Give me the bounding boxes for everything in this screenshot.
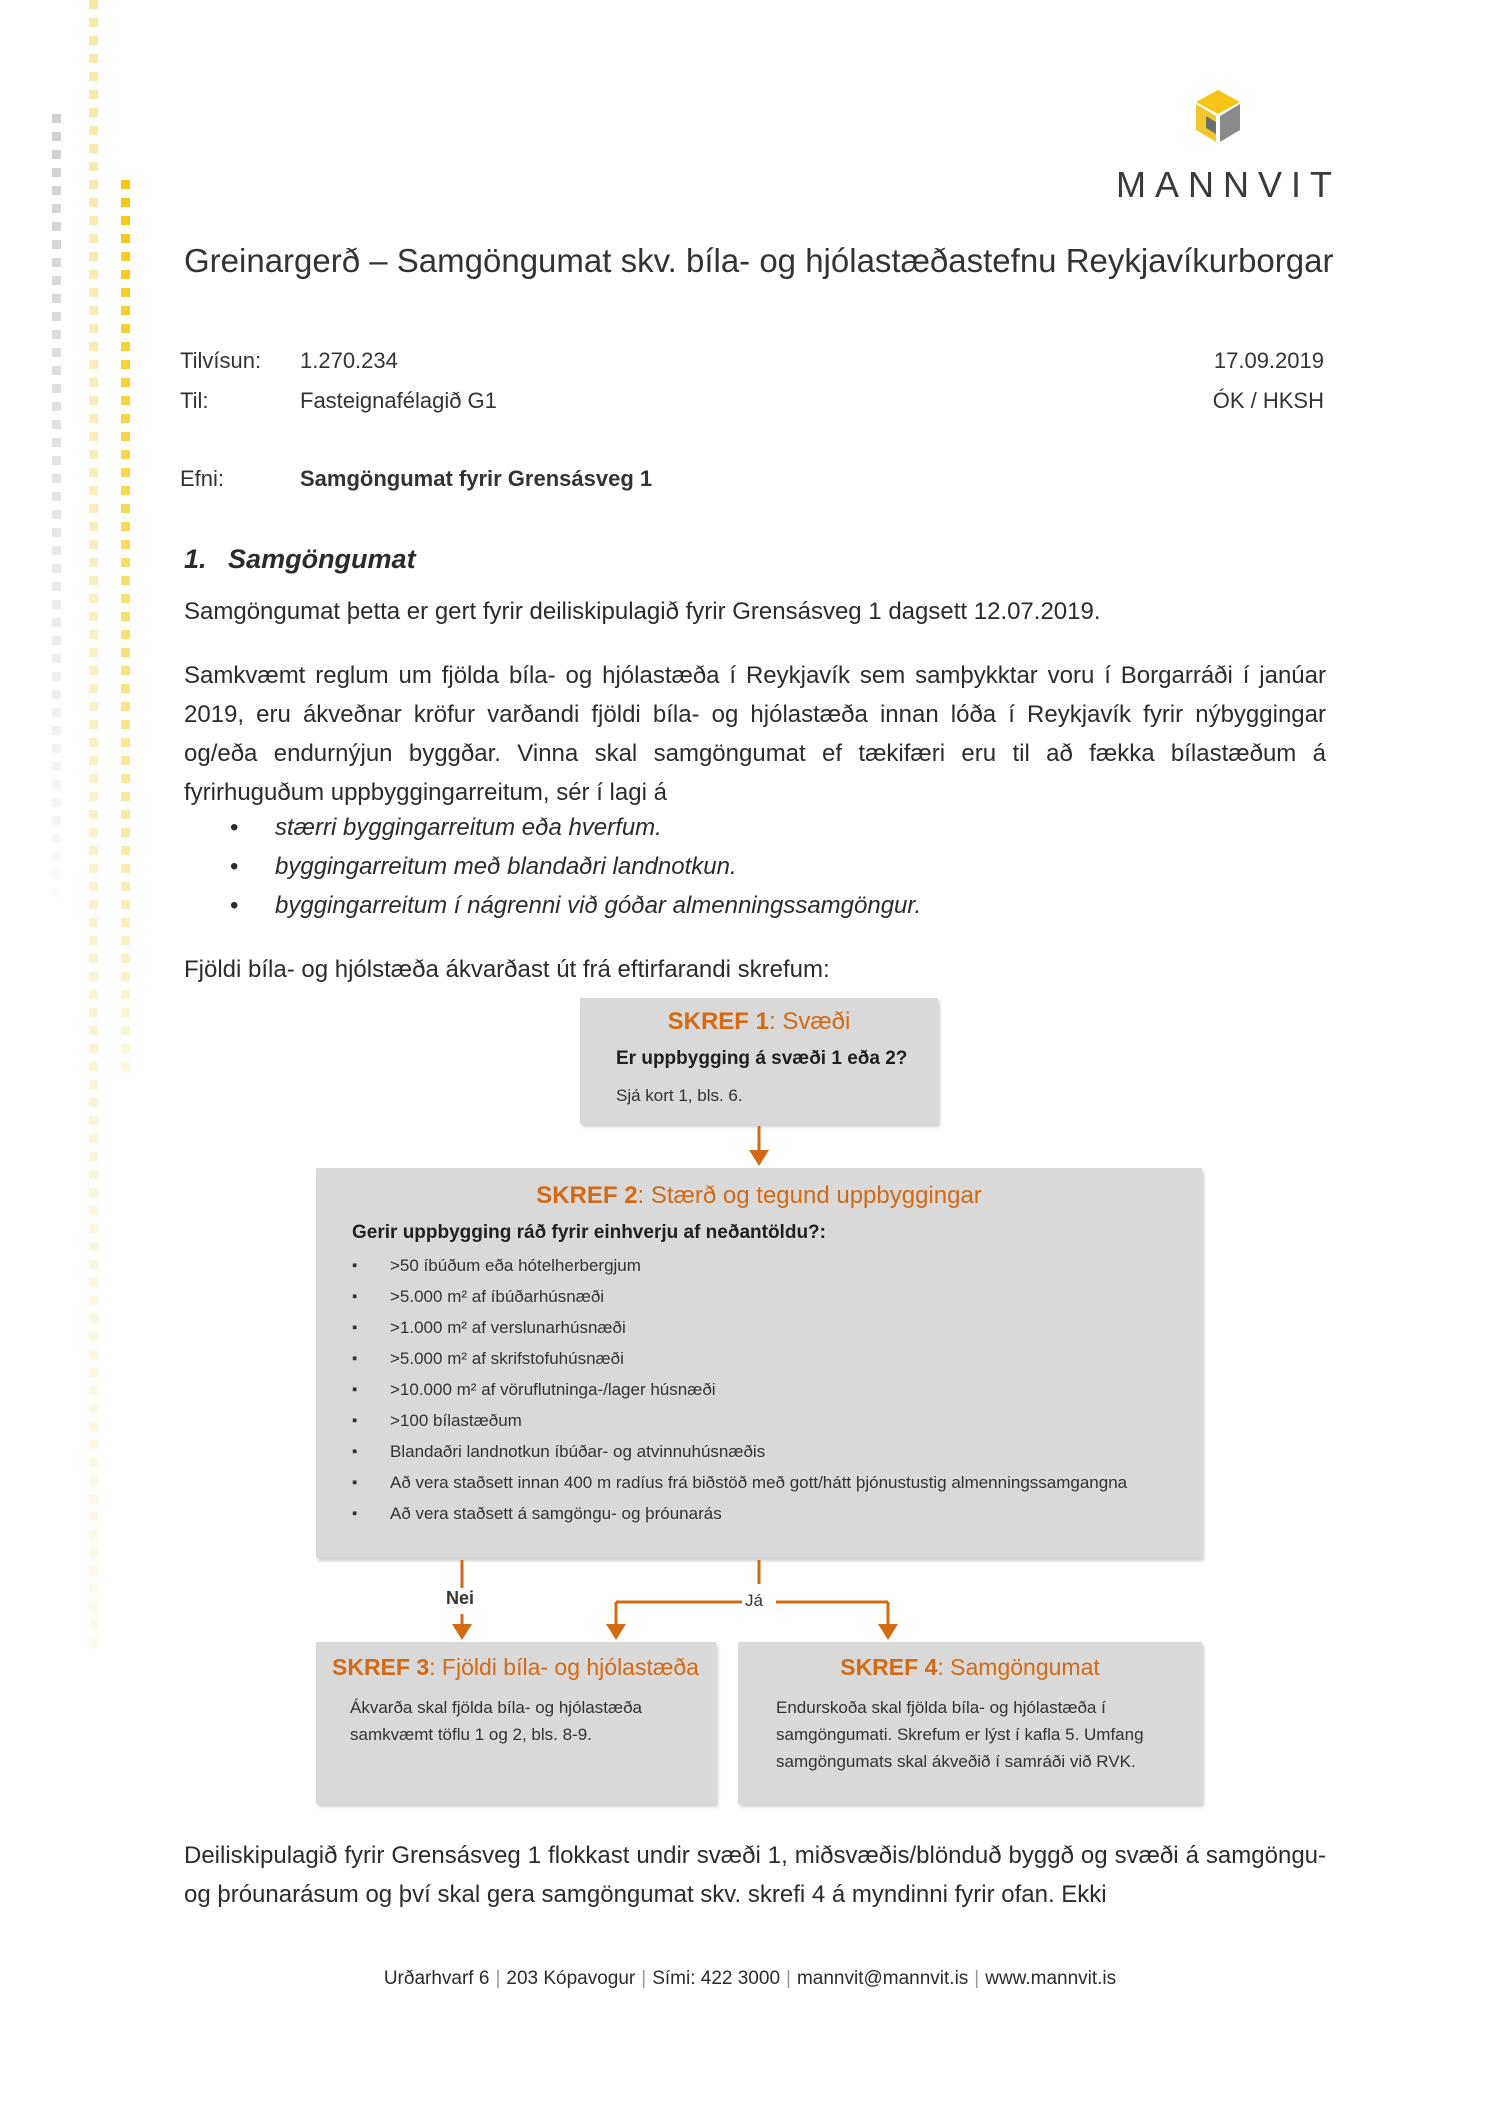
criteria-item: ▪ >100 bílastæðum [352,1405,1127,1436]
decorative-dots-yellow-inner [121,180,130,1080]
logo-cube-icon [1186,86,1250,150]
criteria-item: ▪ >10.000 m² af vöruflutninga-/lager húsnæði [352,1374,1127,1405]
criteria-item: ▪ >1.000 m² af verslunarhúsnæði [352,1312,1127,1343]
author-initials: ÓK / HKSH [1212,388,1324,413]
criteria-item: ▪ >50 íbúðum eða hótelherbergjum [352,1250,1127,1281]
bullet-list [230,808,921,925]
list-item: • byggingarreitum með blandaðri landnotkun. [230,847,921,886]
footer-city: 203 Kópavogur [506,1968,636,1989]
arrowhead-step4-yes [878,1624,898,1640]
section-heading [184,544,416,575]
ref-value: 1.270.234 [300,348,398,373]
step3-heading [332,1654,699,1681]
subject-value: Samgöngumat fyrir Grensásveg 1 [300,466,653,491]
arrowhead-step3-no [452,1624,472,1640]
step4-title: : Samgöngumat [937,1654,1100,1680]
step2-label: SKREF 2 [536,1182,638,1209]
section-number: 1. [184,544,207,574]
decorative-dots-gray [52,114,61,906]
step3-label: SKREF 3 [332,1654,430,1680]
document-date: 17.09.2019 [1213,348,1324,373]
list-item: • byggingarreitum í nágrenni við góðar almenningssamgöngur. [230,886,921,925]
step1-title: : Svæði [768,1008,851,1035]
yes-label: Já [745,1591,763,1610]
ref-label: Tilvísun: [180,348,262,373]
step3-box [316,1642,716,1804]
step2-box [316,1168,1202,1558]
step2-criteria-list [352,1250,1127,1529]
footer-website[interactable]: www.mannvit.is [985,1968,1117,1989]
to-label: Til: [180,388,209,413]
decorative-dots-yellow-outer [89,0,98,1656]
step4-label: SKREF 4 [840,1654,938,1680]
criteria-item: ▪ Að vera staðsett innan 400 m radíus frá biðstöð með gott/hátt þjónustustig almenningssamgangna [352,1467,1127,1498]
document-title: Greinargerð – Samgöngumat skv. bíla- og hjólastæðastefnu Reykjavíkurborgar [184,242,1334,279]
step1-label: SKREF 1 [667,1008,769,1035]
step3-text: Ákvarða skal fjölda bíla- og hjólastæða samkvæmt töflu 1 og 2, bls. 8-9. [350,1698,642,1744]
step2-question: Gerir uppbygging ráð fyrir einhverju af neðantöldu?: [352,1222,826,1243]
paragraph-steps-intro: Fjöldi bíla- og hjólstæða ákvarðast út frá eftirfarandi skrefum: [184,956,830,983]
footer-address: Urðarhvarf 6 [383,1968,490,1989]
criteria-item: ▪ Blandaðri landnotkun íbúðar- og atvinnuhúsnæðis [352,1436,1127,1467]
step4-heading [738,1654,1202,1681]
step2-title: : Stærð og tegund uppbyggingar [637,1182,982,1209]
paragraph-intro: Samgöngumat þetta er gert fyrir deiliskipulagið fyrir Grensásveg 1 dagsett 12.07.2019. [184,598,1101,625]
paragraph-rules: Samkvæmt reglum um fjölda bíla- og hjólastæða í Reykjavík sem samþykktar voru í Borgarráði í janúar 2019, eru ákveðnar kröfur varðandi fjöldi bíla- og hjólastæða innan lóða í Reykjavík fyrir nýbyggingar og/eða endurnýjun byggðar. Vinna skal samgöngumat ef tækifæri eru til að fækka bílastæðum á fyrirhuguðum uppbyggingarreitum, sér í lagi á [184,662,1326,806]
no-label: Nei [446,1588,475,1608]
step1-note: Sjá kort 1, bls. 6. [616,1086,743,1105]
list-item: • stærri byggingarreitum eða hverfum. [230,808,921,847]
criteria-item: ▪ Að vera staðsett á samgöngu- og þróunarás [352,1498,1127,1529]
step4-text: Endurskoða skal fjölda bíla- og hjólastæða í samgöngumati. Skrefum er lýst í kafla 5. Umfang samgöngumats skal ákveðið í samráði við RVK. [776,1698,1144,1771]
page-footer: Urðarhvarf 6 | 203 Kópavogur | Sími: 422 3000 | mannvit@mannvit.is | www.mannvit.is [383,1968,1117,1989]
arrowhead-step3-yes [606,1624,626,1640]
company-logo [1080,86,1341,206]
step4-box [738,1642,1202,1804]
footer-email[interactable]: mannvit@mannvit.is [796,1968,969,1989]
section-title: Samgöngumat [228,544,416,574]
step1-question: Er uppbygging á svæði 1 eða 2? [616,1048,908,1069]
subject-label: Efni: [180,466,225,491]
logo-wordmark: MANNVIT [1116,164,1341,205]
footer-phone: Sími: 422 3000 [652,1968,781,1989]
to-value: Fasteignafélagið G1 [300,388,497,413]
step1-heading [580,1008,938,1036]
criteria-item: ▪ >5.000 m² af skrifstofuhúsnæði [352,1343,1127,1374]
arrowhead-step2 [749,1150,769,1166]
step1-box [580,998,938,1124]
paragraph-conclusion: Deiliskipulagið fyrir Grensásveg 1 flokkast undir svæði 1, miðsvæðis/blönduð byggð og svæði á samgöngu- og þróunarásum og því skal gera samgöngumat skv. skrefi 4 á myndinni fyrir ofan. Ekki [184,1842,1326,1908]
step3-title: : Fjöldi bíla- og hjólastæða [429,1654,699,1680]
criteria-item: ▪ >5.000 m² af íbúðarhúsnæði [352,1281,1127,1312]
step2-heading [316,1182,1202,1210]
